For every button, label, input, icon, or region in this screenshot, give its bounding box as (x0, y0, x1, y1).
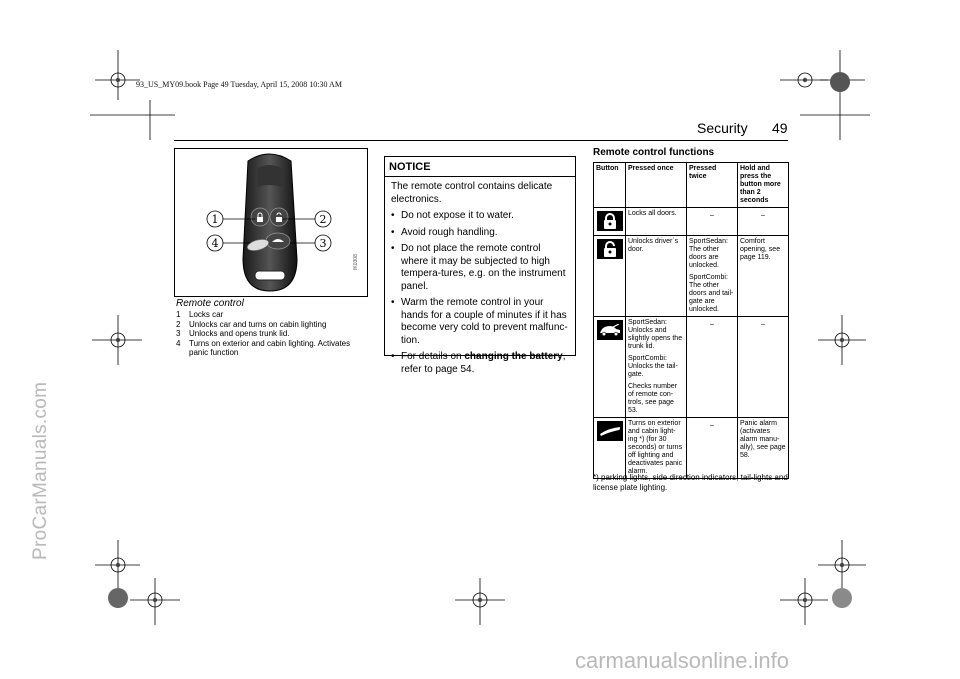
notice-item: • For details on changing the battery, refer to page 54. (391, 351, 569, 376)
table-row (594, 208, 789, 236)
notice-item: • Do not place the remote control where it may be subjected to high tempera-tures, e.g. on the instrument panel. (391, 243, 569, 293)
figure-caption-title: Remote control (176, 298, 244, 309)
lock-open-icon (597, 239, 623, 259)
table-cell: SportCombi: Unlocks the tail-gate. (628, 355, 678, 378)
lock-closed-icon (597, 211, 623, 231)
table-row (594, 418, 789, 479)
callout-4: 4 (211, 237, 219, 250)
table-cell: – (761, 321, 765, 328)
table-cell: SportSedan: Unlocks and slightly opens the trunk lid. (628, 319, 683, 350)
car-trunk-icon (597, 320, 623, 340)
caption-item: 2 Unlocks car and turns on cabin lighting (176, 319, 327, 329)
notice-item: • Do not expose it to water. (391, 210, 569, 223)
table-cell: Panic alarm (activates alarm manu-ally), see page 58. (740, 420, 786, 459)
table-cell: – (710, 212, 714, 219)
column-header: Hold and press the button more than 2 seconds (738, 163, 789, 208)
battery-reference: changing the battery (464, 351, 563, 362)
caption-item: 4 Turns on exterior and cabin lighting. Activates panic function (176, 338, 351, 358)
callout-1: 1 (211, 213, 219, 226)
panic-button-icon (597, 421, 623, 441)
table-footnote: *) parking lights, side direction indicators, tail-lights and license plate lighting. (593, 473, 788, 492)
header-rule (174, 140, 788, 141)
table-row (594, 236, 789, 317)
section-title: Security (697, 120, 748, 136)
bottom-watermark: carmanualsonline.info (575, 648, 790, 673)
print-header: 93_US_MY09.book Page 49 Tuesday, April 15, 2008 10:30 AM (136, 80, 342, 89)
notice-box (384, 156, 576, 375)
table-cell: Unlocks driver´s door. (628, 238, 679, 253)
side-watermark: ProCarManuals.com (30, 381, 51, 560)
table-row (594, 317, 789, 418)
figure-code: IK0308 (353, 254, 359, 270)
caption-item: 1 Locks car (176, 310, 224, 319)
table-cell: SportCombi: The other doors and tail-gate are unlocked. (689, 274, 734, 313)
table-cell: – (710, 321, 714, 328)
table-cell: SportSedan: The other doors are unlocked. (689, 238, 728, 269)
functions-table (593, 162, 789, 479)
column-header: Pressed twice (687, 163, 738, 208)
notice-list (391, 210, 569, 376)
callout-2: 2 (319, 213, 327, 226)
figure-caption-list (176, 310, 366, 358)
functions-table-title: Remote control functions (593, 147, 715, 158)
remote-control-illustration (175, 149, 367, 296)
table-cell: – (710, 422, 714, 429)
remote-control-figure (174, 148, 368, 297)
page-number: 49 (772, 120, 788, 136)
notice-item: • Avoid rough handling. (391, 227, 569, 240)
table-cell: Locks all doors. (628, 210, 677, 217)
notice-item: • Warm the remote control in your hands for a couple of minutes if it has become very cold to prevent malfunc-tion. (391, 297, 569, 347)
notice-intro: The remote control contains delicate electronics. (391, 181, 553, 205)
column-header: Button (594, 163, 626, 208)
table-cell: Checks number of remote con-trols, see page 53. (628, 383, 678, 414)
table-cell: Turns on exterior and cabin light-ing *) (for 30 seconds) or turns off lighting and deactivates panic alarm. (628, 420, 683, 475)
table-header-row (594, 163, 789, 208)
notice-heading: NOTICE (385, 157, 575, 177)
table-cell: – (761, 212, 765, 219)
column-header: Pressed once (626, 163, 687, 208)
caption-item: 3 Unlocks and opens trunk lid. (176, 329, 290, 339)
table-cell: Comfort opening, see page 119. (740, 238, 781, 261)
callout-3: 3 (319, 237, 327, 250)
